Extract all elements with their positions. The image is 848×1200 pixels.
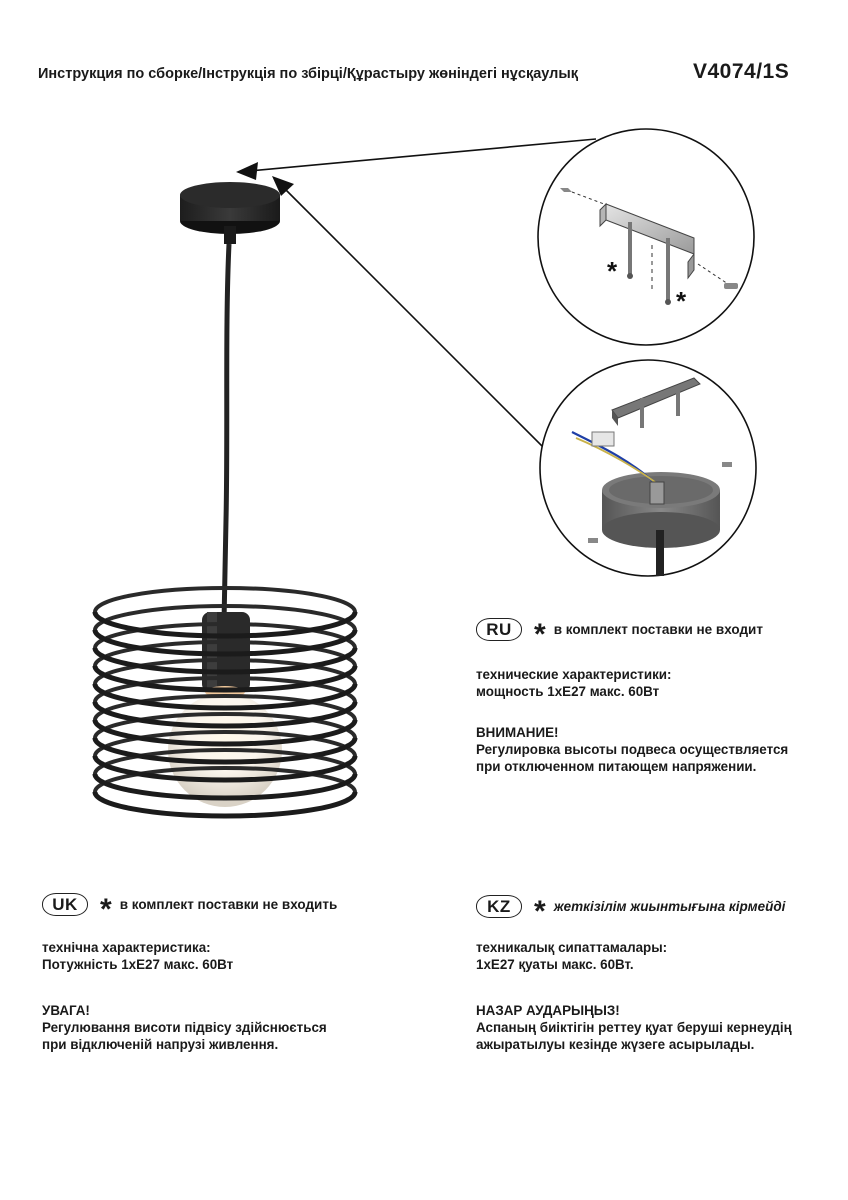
kz-warning-line-2: ажыратылуы кезінде жүзеге асырылады. [476,1037,755,1052]
ru-warning-line-1: Регулировка высоты подвеса осуществляется [476,742,789,757]
kz-warning-line-1: Аспаның биіктігін реттеу қуат беруші кернеудің [476,1020,792,1035]
uk-not-included-text: в комплект поставки не входить [119,897,338,912]
uk-specs-value: Потужність 1хЕ27 макс. 60Вт [42,957,234,972]
instruction-title: Инструкция по сборке/Інструкція по збірці/Құрастыру жөніндегі нұсқаулық [38,66,578,82]
not-included-star-icon: * [534,894,546,928]
model-number: V4074/1S [693,60,790,83]
not-included-star-icon: * [607,256,618,286]
uk-warning-title: УВАГА! [42,1003,90,1018]
ru-not-included-text: в комплект поставки не входит [553,622,763,637]
uk-warning-line-1: Регулювання висоти підвісу здійснюється [42,1020,327,1035]
ru-language-badge: RU [476,618,522,641]
ru-not-included-row [476,617,763,651]
kz-language-badge: KZ [476,895,522,918]
wiring-canopy-detail [540,360,756,576]
uk-warning-line-2: при відключеній напрузі живлення. [42,1037,279,1052]
kz-not-included-row [476,894,786,928]
kz-not-included-text: жеткізілім жиынтығына кірмейді [553,899,786,914]
uk-specs-title: технічна характеристика: [42,940,211,955]
not-included-star-icon: * [676,286,687,316]
not-included-star-icon: * [100,892,112,926]
pendant-lamp-image [95,182,355,816]
ru-specs-title: технические характеристики: [476,667,672,682]
kz-specs-title: техникалық сипаттамалары: [476,940,668,955]
uk-language-badge: UK [42,893,88,916]
mounting-bracket-detail [538,129,754,345]
arrow-head-icon [236,162,258,180]
uk-not-included-row [42,892,338,926]
ru-specs-value: мощность 1хЕ27 макс. 60Вт [476,684,660,699]
ru-warning-title: ВНИМАНИЕ! [476,725,559,740]
pointer-arrows [236,139,596,464]
ru-warning-line-2: при отключенном питающем напряжении. [476,759,757,774]
not-included-star-icon: * [534,617,546,651]
kz-warning-title: НАЗАР АУДАРЫҢЫЗ! [476,1003,620,1018]
kz-specs-value: 1хЕ27 қуаты макс. 60Вт. [476,957,634,972]
